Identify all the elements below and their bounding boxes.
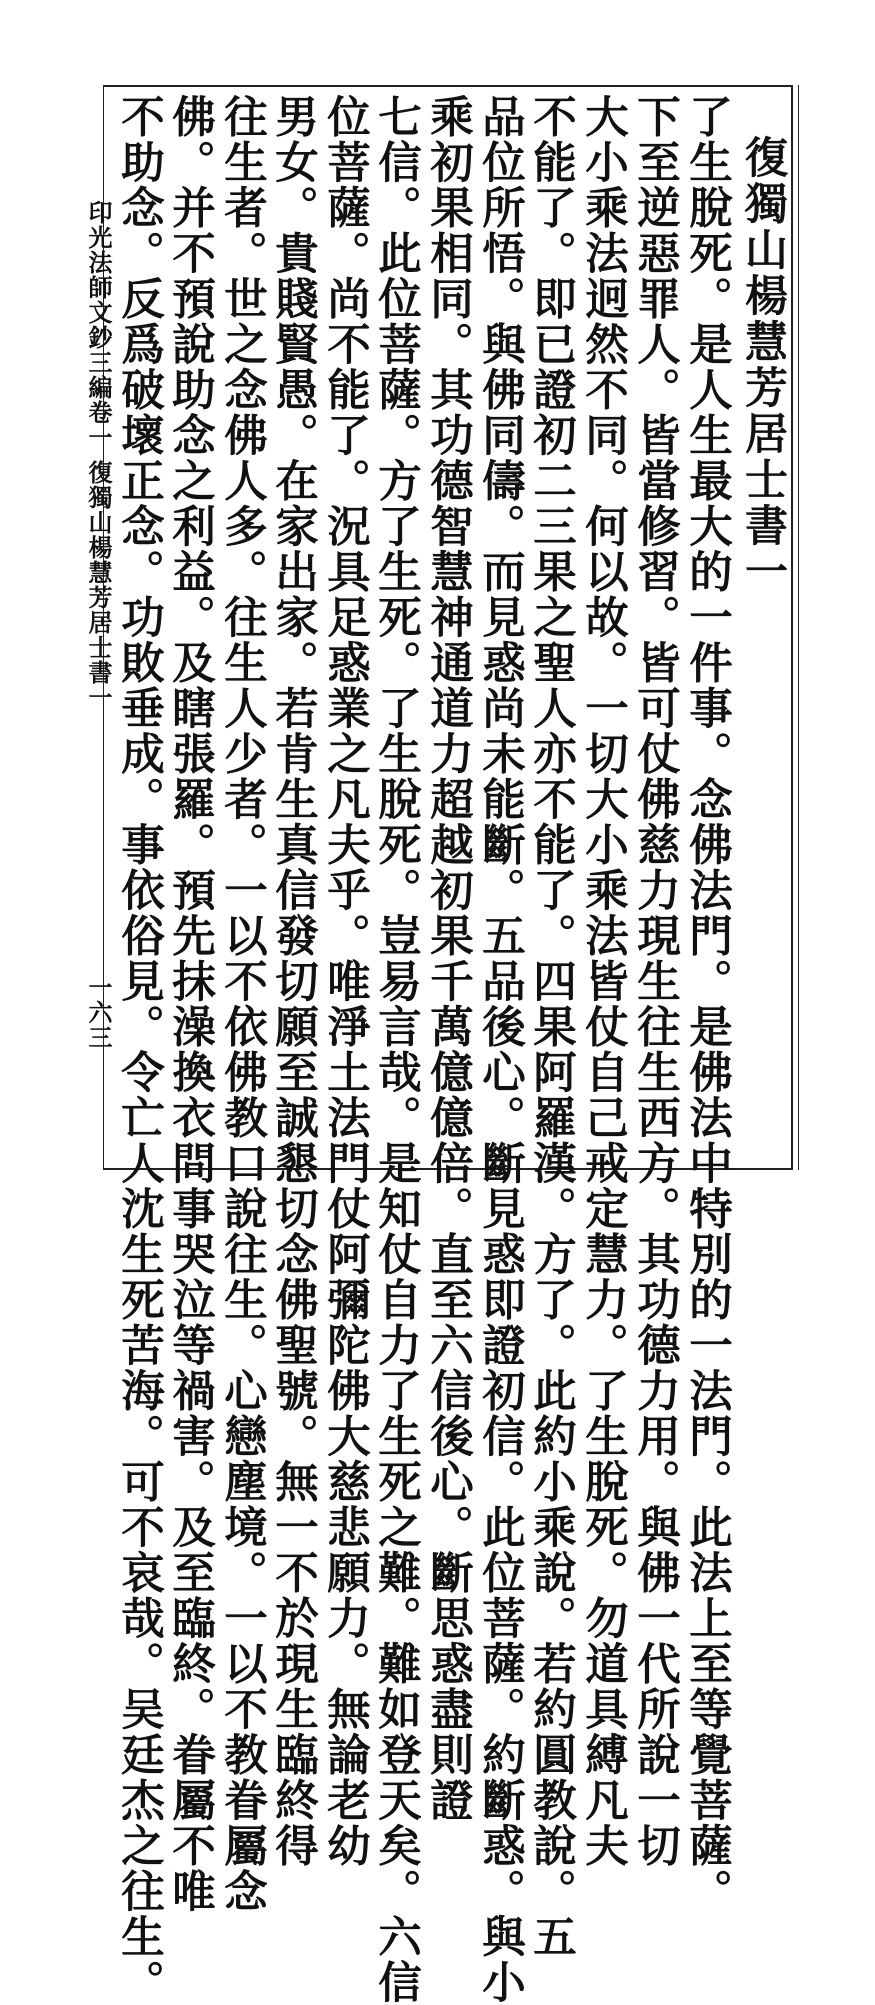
text-column: 男女。貴賤賢愚。在家出家。若肯生真信發切願至誠懇切念佛聖號。無一不於現生臨終得	[268, 94, 319, 1869]
letter-title: 復獨山楊慧芳居士書一	[738, 135, 788, 595]
letter-title-margin: 復獨山楊慧芳居士書一	[84, 460, 113, 710]
text-column: 品位所悟。與佛同儔。而見惑尚未能斷。五品後心。斷見惑即證初信。此位菩薩。約斷惑。與小	[475, 94, 526, 2005]
book-title: 印光法師文鈔三編卷一	[84, 200, 113, 450]
text-column: 大小乘法迥然不同。何以故。一切大小乘法皆仗自己戒定慧力。了生脫死。勿道具縛凡夫	[578, 94, 629, 1869]
text-column: 不能了。即已證初二三果之聖人亦不能了。四果阿羅漢。方了。此約小乘說。若約圓教說。五	[526, 94, 577, 1960]
text-column: 下至逆惡罪人。皆當修習。皆可仗佛慈力現生往生西方。其功德力用。與佛一代所說一切	[630, 94, 681, 1869]
text-column: 不助念。反爲破壞正念。功敗垂成。事依俗見。令亡人沈生死苦海。可不哀哉。吴廷杰之往生。	[114, 94, 165, 2005]
text-column: 乘初果相同。其功德智慧神通道力超越初果千萬億億倍。直至六信後心。斷思惑盡則證	[423, 94, 474, 1823]
text-column: 佛。并不預說助念之利益。及瞎張羅。預先抹澡換衣問事哭泣等禍害。及至臨終。眷屬不唯	[165, 94, 216, 1914]
text-column: 位菩薩。尚不能了。況具足惑業之凡夫乎。唯淨土法門仗阿彌陀佛大慈悲願力。無論老幼	[320, 94, 371, 1869]
text-column: 往生者。世之念佛人多。往生人少者。一以不依佛教口說往生。心戀塵境。一以不教眷屬念	[217, 94, 268, 1914]
text-column: 七信。此位菩薩。方了生死。了生脫死。豈易言哉。是知仗自力了生死之難。難如登天矣。六信	[371, 94, 422, 2005]
page-number: 一六三	[84, 975, 113, 1050]
text-column: 了生脫死。是人生最大的一件事。念佛法門。是佛法中特別的一法門。此法上至等覺菩薩。	[682, 94, 733, 1914]
frame-outer-rule	[798, 85, 799, 1170]
